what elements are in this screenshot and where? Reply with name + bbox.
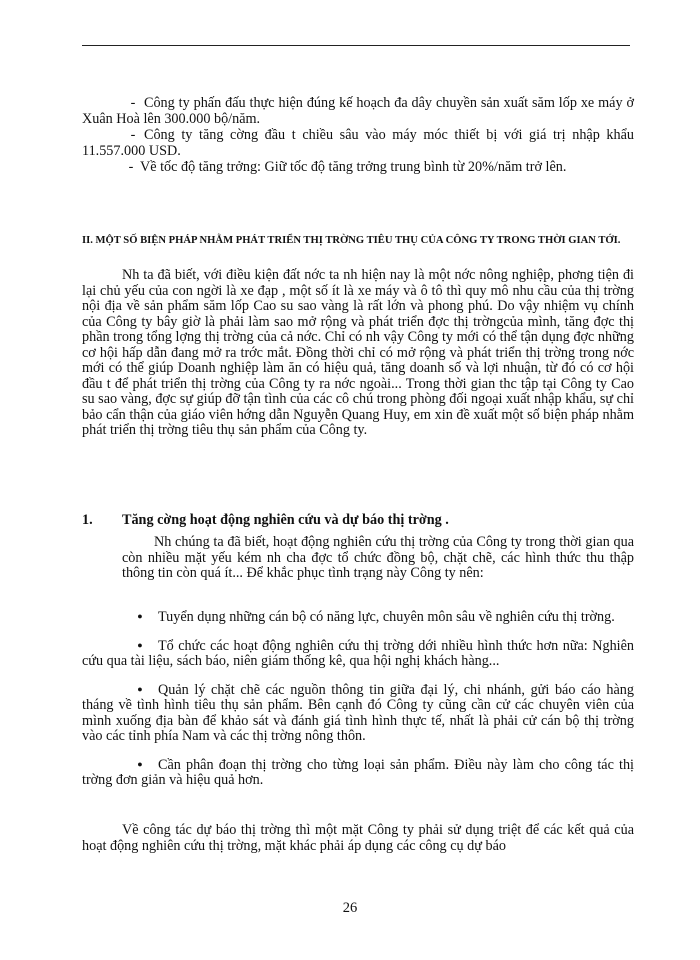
page-number: 26: [342, 900, 358, 916]
intro-item: - Công ty tăng cờng đầu t chiều sâu vào máy móc thiết bị với giá trị nhập khẩu 11.557.000 USD.: [82, 127, 634, 159]
heading-number: 1.: [82, 512, 93, 528]
section-paragraph: Nh ta đã biết, với điều kiện đất nớc ta nh hiện nay là một nớc nông nghiệp, phơng tiện đi lại chủ yếu của con ngời là xe đạp , một số ít là xe máy và ô tô thì quy mô nhu cầu của thị trờng nội địa về sản phẩm săm lốp Cao su sao vàng là rất lớn và phong phú. Do vậy nhiệm vụ chính của Công ty bây giờ là phải làm sao mở rộng và phát triển đợc thị trờngcủa mình, tăng đợc thị phần trong tổng lợng thị trờng của cả nớc. Chỉ có nh vậy Công ty mới có thể tận dụng đợc những cơ hội hấp dẫn đang mở ra trớc mắt. Đồng thời chỉ có mở rộng và phát triển thị trờng trong nớc mới có thể giúp Doanh nghiệp làm ăn có hiệu quả, tăng doanh số và lợi nhuận, từ đó có cơ hội đầu t để phát triển thị trờng của Công ty ra nớc ngoài... Trong thời gian thc tập tại Công ty Cao su sao vàng, đợc sự giúp đỡ tận tình của các cô chú trong phòng đối ngoại xuất nhập khẩu, sự chỉ bảo cẩn thận của giáo viên hớng dẫn Nguyễn Quang Huy, em xin đề xuất một số biện pháp nhằm phát triển thị trờng tiêu thụ sản phẩm của Công ty.: [82, 267, 634, 438]
section-title: II. MỘT SỐ BIỆN PHÁP NHẰM PHÁT TRIỂN THỊ TRỜNG TIÊU THỤ CỦA CÔNG TY TRONG THỜI GIAN TỚI.: [82, 235, 621, 246]
bullet-icon: ●: [137, 758, 143, 769]
header-rule: [82, 45, 630, 46]
list-item: ● Quản lý chặt chẽ các nguồn thông tin giữa đại lý, chi nhánh, gửi báo cáo hàng tháng về tình hình tiêu thụ sản phẩm. Bên cạnh đó Công ty cũng cần cử các chuyên viên của mình xuống địa bàn để khảo sát và đánh giá tình hình thực tế, nhất là phải cử cán bộ thị trờng vào các tỉnh phía Nam và các thị trờng nông thôn.: [82, 681, 634, 744]
closing-paragraph: Về công tác dự báo thị trờng thì một mặt Công ty phải sử dụng triệt để các kết quả của hoạt động nghiên cứu thị trờng, mặt khác phải áp dụng các công cụ dự báo: [82, 822, 634, 854]
intro-item: - Về tốc độ tăng trởng: Giữ tốc độ tăng trởng trung bình từ 20%/năm trở lên.: [82, 160, 634, 176]
dash-bullet-icon: -: [130, 127, 136, 143]
bullet-list: [82, 609, 634, 789]
dash-bullet-icon: -: [130, 95, 136, 111]
list-item: ● Cần phân đoạn thị trờng cho từng loại sản phẩm. Điều này làm cho công tác thị trờng đơn giản và hiệu quả hơn.: [82, 756, 634, 788]
heading1-paragraph: Nh chúng ta đã biết, hoạt động nghiên cứu thị trờng của Công ty trong thời gian qua còn nhiều mặt yếu kém nh cha đợc tổ chức đồng bộ, chặt chẽ, các hình thức thu thập thông tin còn quá ít... Để khắc phục tình trạng này Công ty nên:: [122, 534, 634, 581]
intro-item: - Công ty phấn đấu thực hiện đúng kế hoạch đa dây chuyền sản xuất săm lốp xe máy ở Xuân Hoà lên 300.000 bộ/năm.: [82, 95, 634, 127]
list-item: ● Tuyển dụng những cán bộ có năng lực, chuyên môn sâu về nghiên cứu thị trờng.: [82, 609, 634, 626]
heading-1: [82, 512, 642, 529]
bullet-icon: ●: [137, 683, 143, 694]
bullet-icon: ●: [137, 639, 143, 650]
list-item: ● Tổ chức các hoạt động nghiên cứu thị trờng dới nhiều hình thức hơn nữa: Nghiên cứu qua tài liệu, sách báo, niên giám thống kê, qua hội nghị khách hàng...: [82, 637, 634, 669]
heading-text: Tăng cờng hoạt động nghiên cứu và dự báo thị trờng .: [122, 512, 449, 528]
dash-bullet-icon: -: [128, 159, 134, 175]
bullet-icon: ●: [137, 611, 143, 621]
intro-list: [82, 96, 634, 176]
